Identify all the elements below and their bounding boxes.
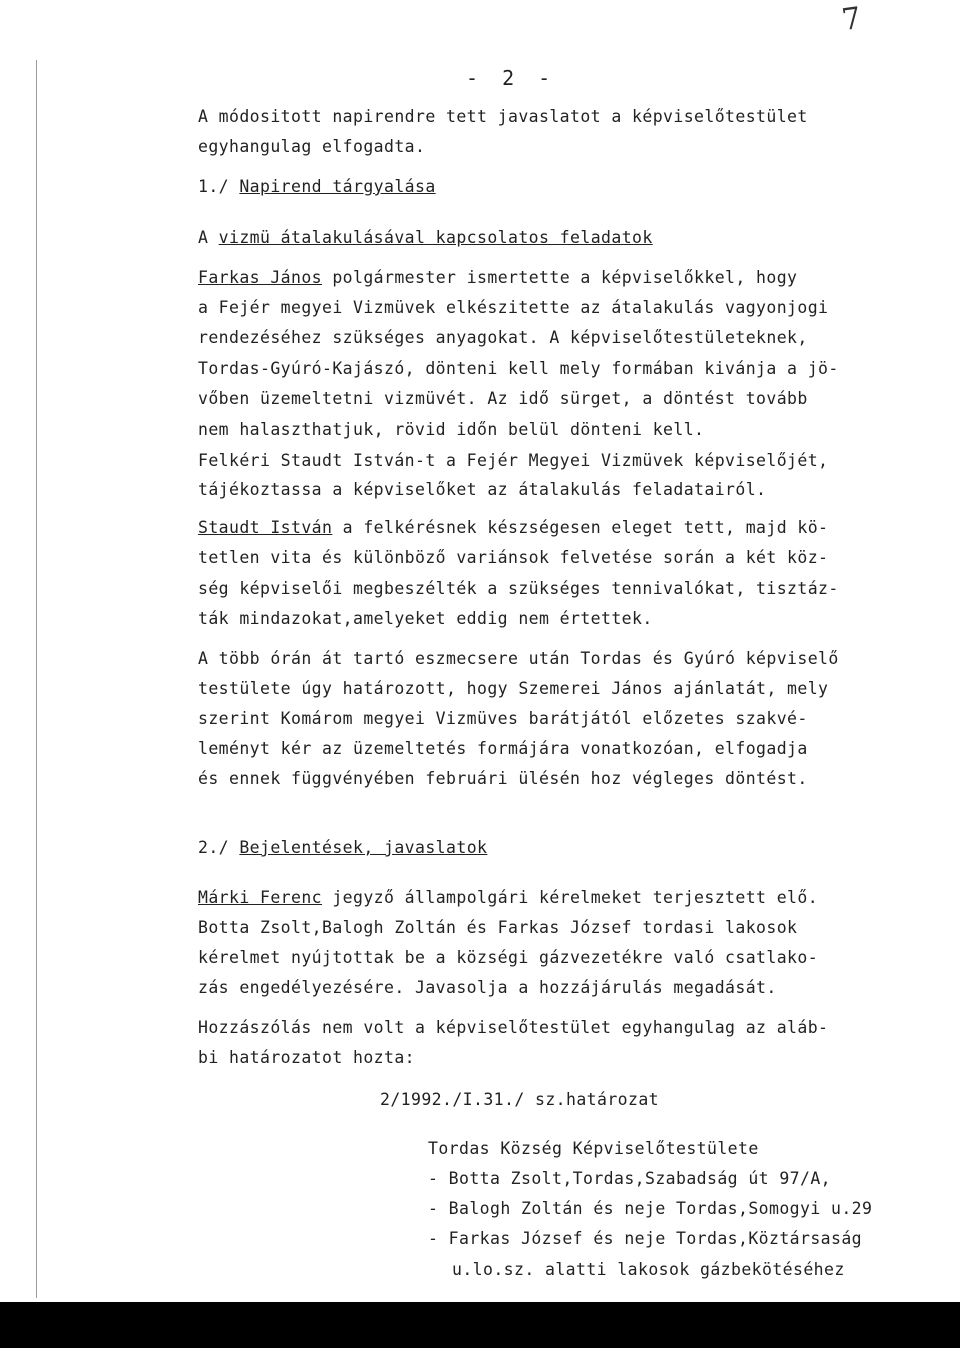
para1-line: Felkéri Staudt István-t a Fejér Megyei Vizmüvek képviselőjét, bbox=[198, 451, 829, 470]
item2-heading bbox=[198, 838, 487, 858]
para5-line: bi határozatot hozta: bbox=[198, 1048, 416, 1067]
para3-line: szerint Komárom megyei Vizmüves barátjától előzetes szakvé- bbox=[198, 709, 808, 728]
intro-line: egyhangulag elfogadta. bbox=[198, 137, 426, 156]
para3-line: A több órán át tartó eszmecsere után Tordas és Gyúró képviselő bbox=[198, 649, 839, 668]
para1-line: Tordas-Gyúró-Kajászó, dönteni kell mely formában kivánja a jö- bbox=[198, 359, 839, 378]
resolution-line: u.lo.sz. alatti lakosok gázbekötéséhez bbox=[452, 1260, 845, 1279]
speaker-name: Farkas János bbox=[198, 268, 323, 287]
resolution-title: 2/1992./I.31./ sz.határozat bbox=[380, 1090, 660, 1109]
resolution-line: - Balogh Zoltán és neje Tordas,Somogyi u.29 bbox=[428, 1199, 873, 1218]
speaker-name: Staudt István bbox=[198, 518, 333, 537]
para2-line: ség képviselői megbeszélték a szükséges tennivalókat, tisztáz- bbox=[198, 579, 839, 598]
resolution-line: - Botta Zsolt,Tordas,Szabadság út 97/A, bbox=[428, 1169, 832, 1188]
para2-line: tetlen vita és különböző variánsok felvetése során a két köz- bbox=[198, 548, 829, 567]
intro-line: A módositott napirendre tett javaslatot a képviselőtestület bbox=[198, 107, 808, 126]
para4-line: zás engedélyezésére. Javasolja a hozzájárulás megadását. bbox=[198, 978, 777, 997]
item1-subtitle bbox=[198, 228, 653, 248]
item2-title: Bejelentések, javaslatok bbox=[239, 838, 488, 857]
left-margin-rule bbox=[36, 60, 37, 1298]
para1-line: rendezéséhez szükséges anyagokat. A képviselőtestületeknek, bbox=[198, 328, 808, 347]
para3-line: és ennek függvényében februári ülésén hoz végleges döntést. bbox=[198, 769, 808, 788]
para4-line bbox=[198, 888, 818, 908]
para1-line bbox=[198, 268, 797, 288]
para5-line: Hozzászólás nem volt a képviselőtestület egyhangulag az aláb- bbox=[198, 1018, 829, 1037]
page-number: - 2 - bbox=[466, 66, 557, 90]
handwritten-page-mark: 7 bbox=[839, 0, 864, 39]
item1-number: 1./ bbox=[198, 177, 240, 196]
para2-line bbox=[198, 518, 828, 538]
item2-number: 2./ bbox=[198, 838, 240, 857]
para1-line: vőben üzemeltetni vizmüvét. Az idő sürget, a döntést tovább bbox=[198, 389, 808, 408]
scan-bottom-edge bbox=[0, 1302, 960, 1348]
para1-line: nem halaszthatjuk, rövid időn belül dönteni kell. bbox=[198, 420, 705, 439]
para1-line: tájékoztassa a képviselőket az átalakulás feladatairól. bbox=[198, 480, 767, 499]
item1-title: Napirend tárgyalása bbox=[239, 177, 436, 196]
para2-line: ták mindazokat,amelyeket eddig nem értettek. bbox=[198, 609, 653, 628]
item1-subtitle-prefix: A bbox=[198, 228, 219, 247]
para3-line: leményt kér az üzemeltetés formájára vonatkozóan, elfogadja bbox=[198, 739, 808, 758]
resolution-line: Tordas Község Képviselőtestülete bbox=[428, 1139, 759, 1158]
para1-first-text: polgármester ismertette a képviselőkkel, hogy bbox=[322, 268, 798, 287]
para4-line: Botta Zsolt,Balogh Zoltán és Farkas József tordasi lakosok bbox=[198, 918, 798, 937]
para2-first-text: a felkérésnek készségesen eleget tett, majd kö- bbox=[332, 518, 829, 537]
item1-heading bbox=[198, 177, 436, 197]
para4-line: kérelmet nyújtottak be a községi gázvezetékre való csatlako- bbox=[198, 948, 819, 967]
resolution-line: - Farkas József és neje Tordas,Köztársaság bbox=[428, 1229, 863, 1248]
para3-line: testülete úgy határozott, hogy Szemerei János ajánlatát, mely bbox=[198, 679, 829, 698]
item1-subtitle-text: vizmü átalakulásával kapcsolatos feladatok bbox=[218, 228, 653, 247]
para4-first-text: jegyző állampolgári kérelmeket terjesztett elő. bbox=[322, 888, 819, 907]
speaker-name: Márki Ferenc bbox=[198, 888, 323, 907]
para1-line: a Fejér megyei Vizmüvek elkészitette az átalakulás vagyonjogi bbox=[198, 298, 829, 317]
